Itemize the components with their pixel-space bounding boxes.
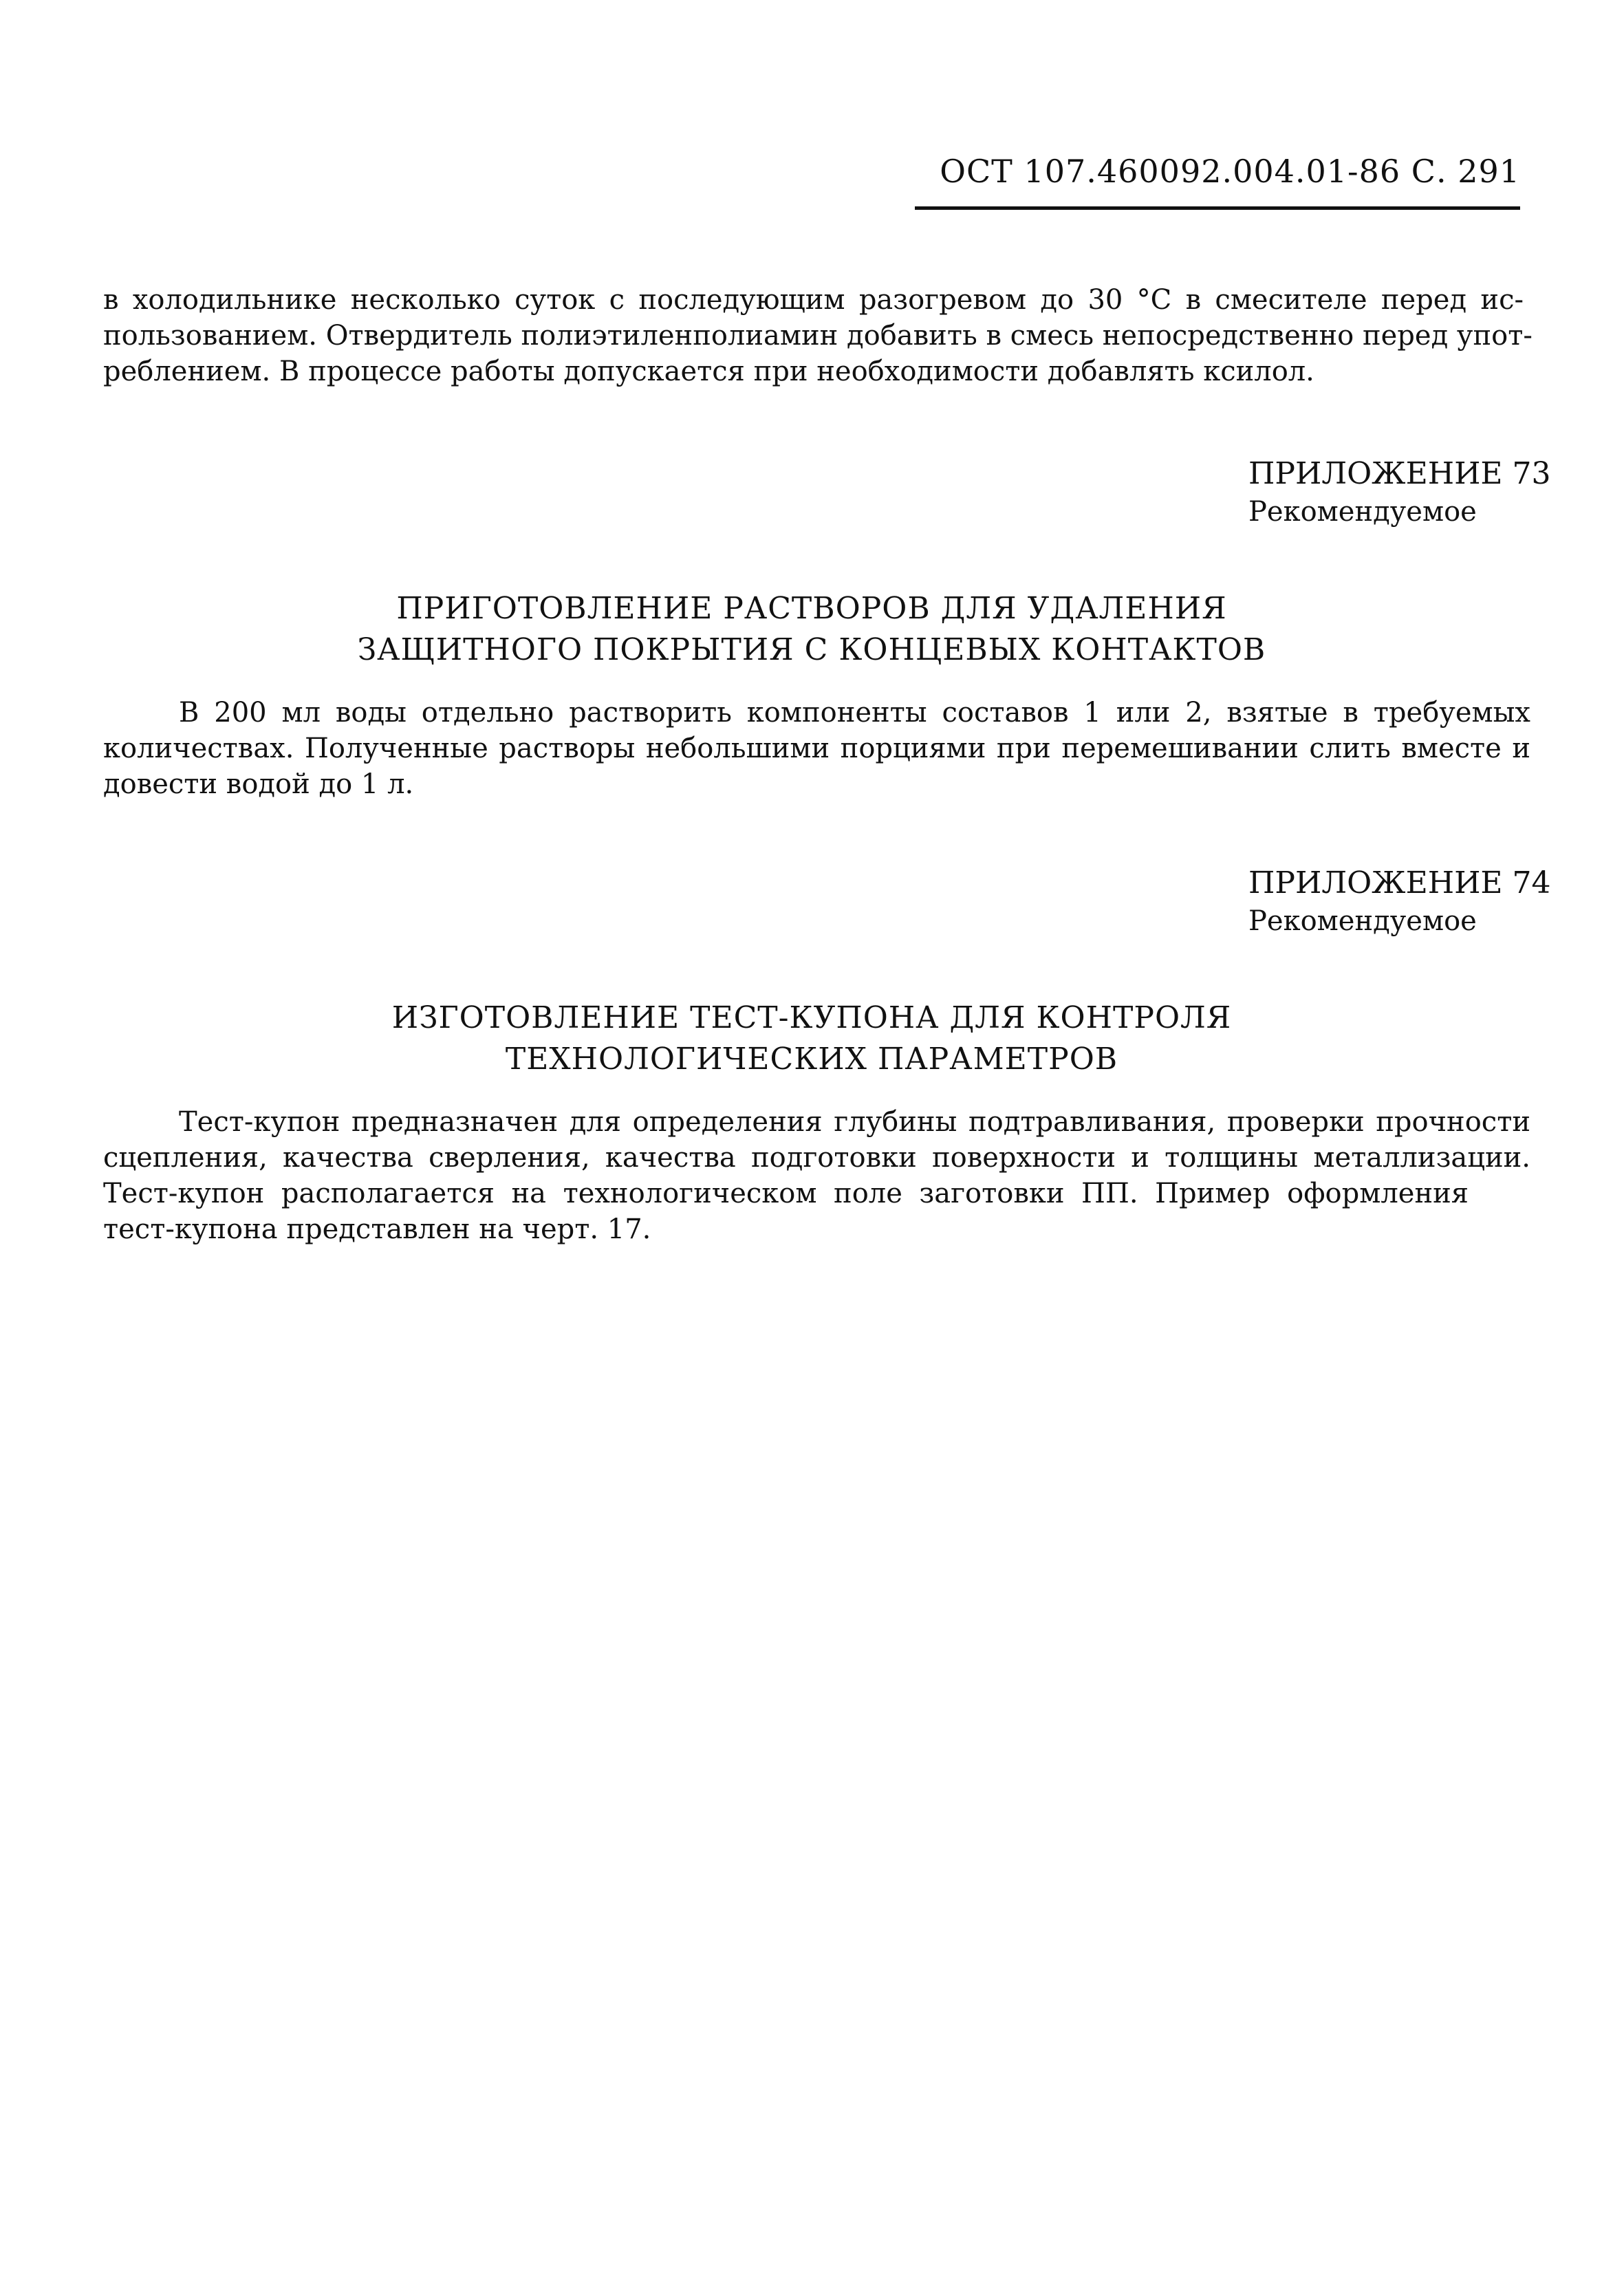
paragraph-line: сцепления, качества сверления, качества подготовки поверхности и толщины металлизации. [103, 1142, 1530, 1174]
title-line: ИЗГОТОВЛЕНИЕ ТЕСТ-КУПОНА ДЛЯ КОНТРОЛЯ [391, 1000, 1232, 1035]
appendix-74-label [1248, 863, 1551, 939]
page-header [915, 153, 1520, 215]
header-rule [915, 206, 1520, 210]
title-line: ТЕХНОЛОГИЧЕСКИХ ПАРАМЕТРОВ [505, 1042, 1118, 1077]
appendix-73-label [1248, 454, 1551, 530]
paragraph-line: довести водой до 1 л. [103, 768, 414, 800]
paragraph-line: количествах. Полученные растворы небольшими порциями при перемешивании слить вместе и [103, 733, 1530, 764]
title-line: ПРИГОТОВЛЕНИЕ РАСТВОРОВ ДЛЯ УДАЛЕНИЯ [396, 591, 1227, 626]
appendix-73-title [261, 588, 1362, 671]
paragraph-line: В 200 мл воды отдельно растворить компоненты составов 1 или 2, взятые в требуемых [179, 697, 1530, 729]
appendix-number: ПРИЛОЖЕНИЕ 74 [1248, 865, 1551, 901]
paragraph-line: Тест-купон предназначен для определения глубины подтравливания, проверки прочности [179, 1106, 1530, 1138]
document-code: ОСТ 107.460092.004.01-86 С. 291 [940, 153, 1520, 190]
paragraph-line: тест-купона представлен на черт. 17. [103, 1214, 651, 1245]
intro-paragraph [103, 282, 1533, 389]
appendix-status: Рекомендуемое [1248, 496, 1477, 528]
paragraph-line: Тест-купон располагается на технологическом поле заготовки ПП. Пример оформления [103, 1178, 1469, 1209]
paragraph-line: в холодильнике несколько суток с последующим разогревом до 30 °С в смесителе перед ис- [103, 284, 1524, 316]
appendix-74-body [103, 1104, 1530, 1247]
appendix-74-title [261, 998, 1362, 1080]
appendix-number: ПРИЛОЖЕНИЕ 73 [1248, 456, 1551, 491]
appendix-status: Рекомендуемое [1248, 905, 1477, 937]
appendix-73-body [103, 695, 1530, 802]
paragraph-line: пользованием. Отвердитель полиэтиленполиамин добавить в смесь непосредственно перед упот- [103, 320, 1533, 352]
title-line: ЗАЩИТНОГО ПОКРЫТИЯ С КОНЦЕВЫХ КОНТАКТОВ [357, 632, 1266, 667]
paragraph-line: реблением. В процессе работы допускается при необходимости добавлять ксилол. [103, 356, 1314, 387]
